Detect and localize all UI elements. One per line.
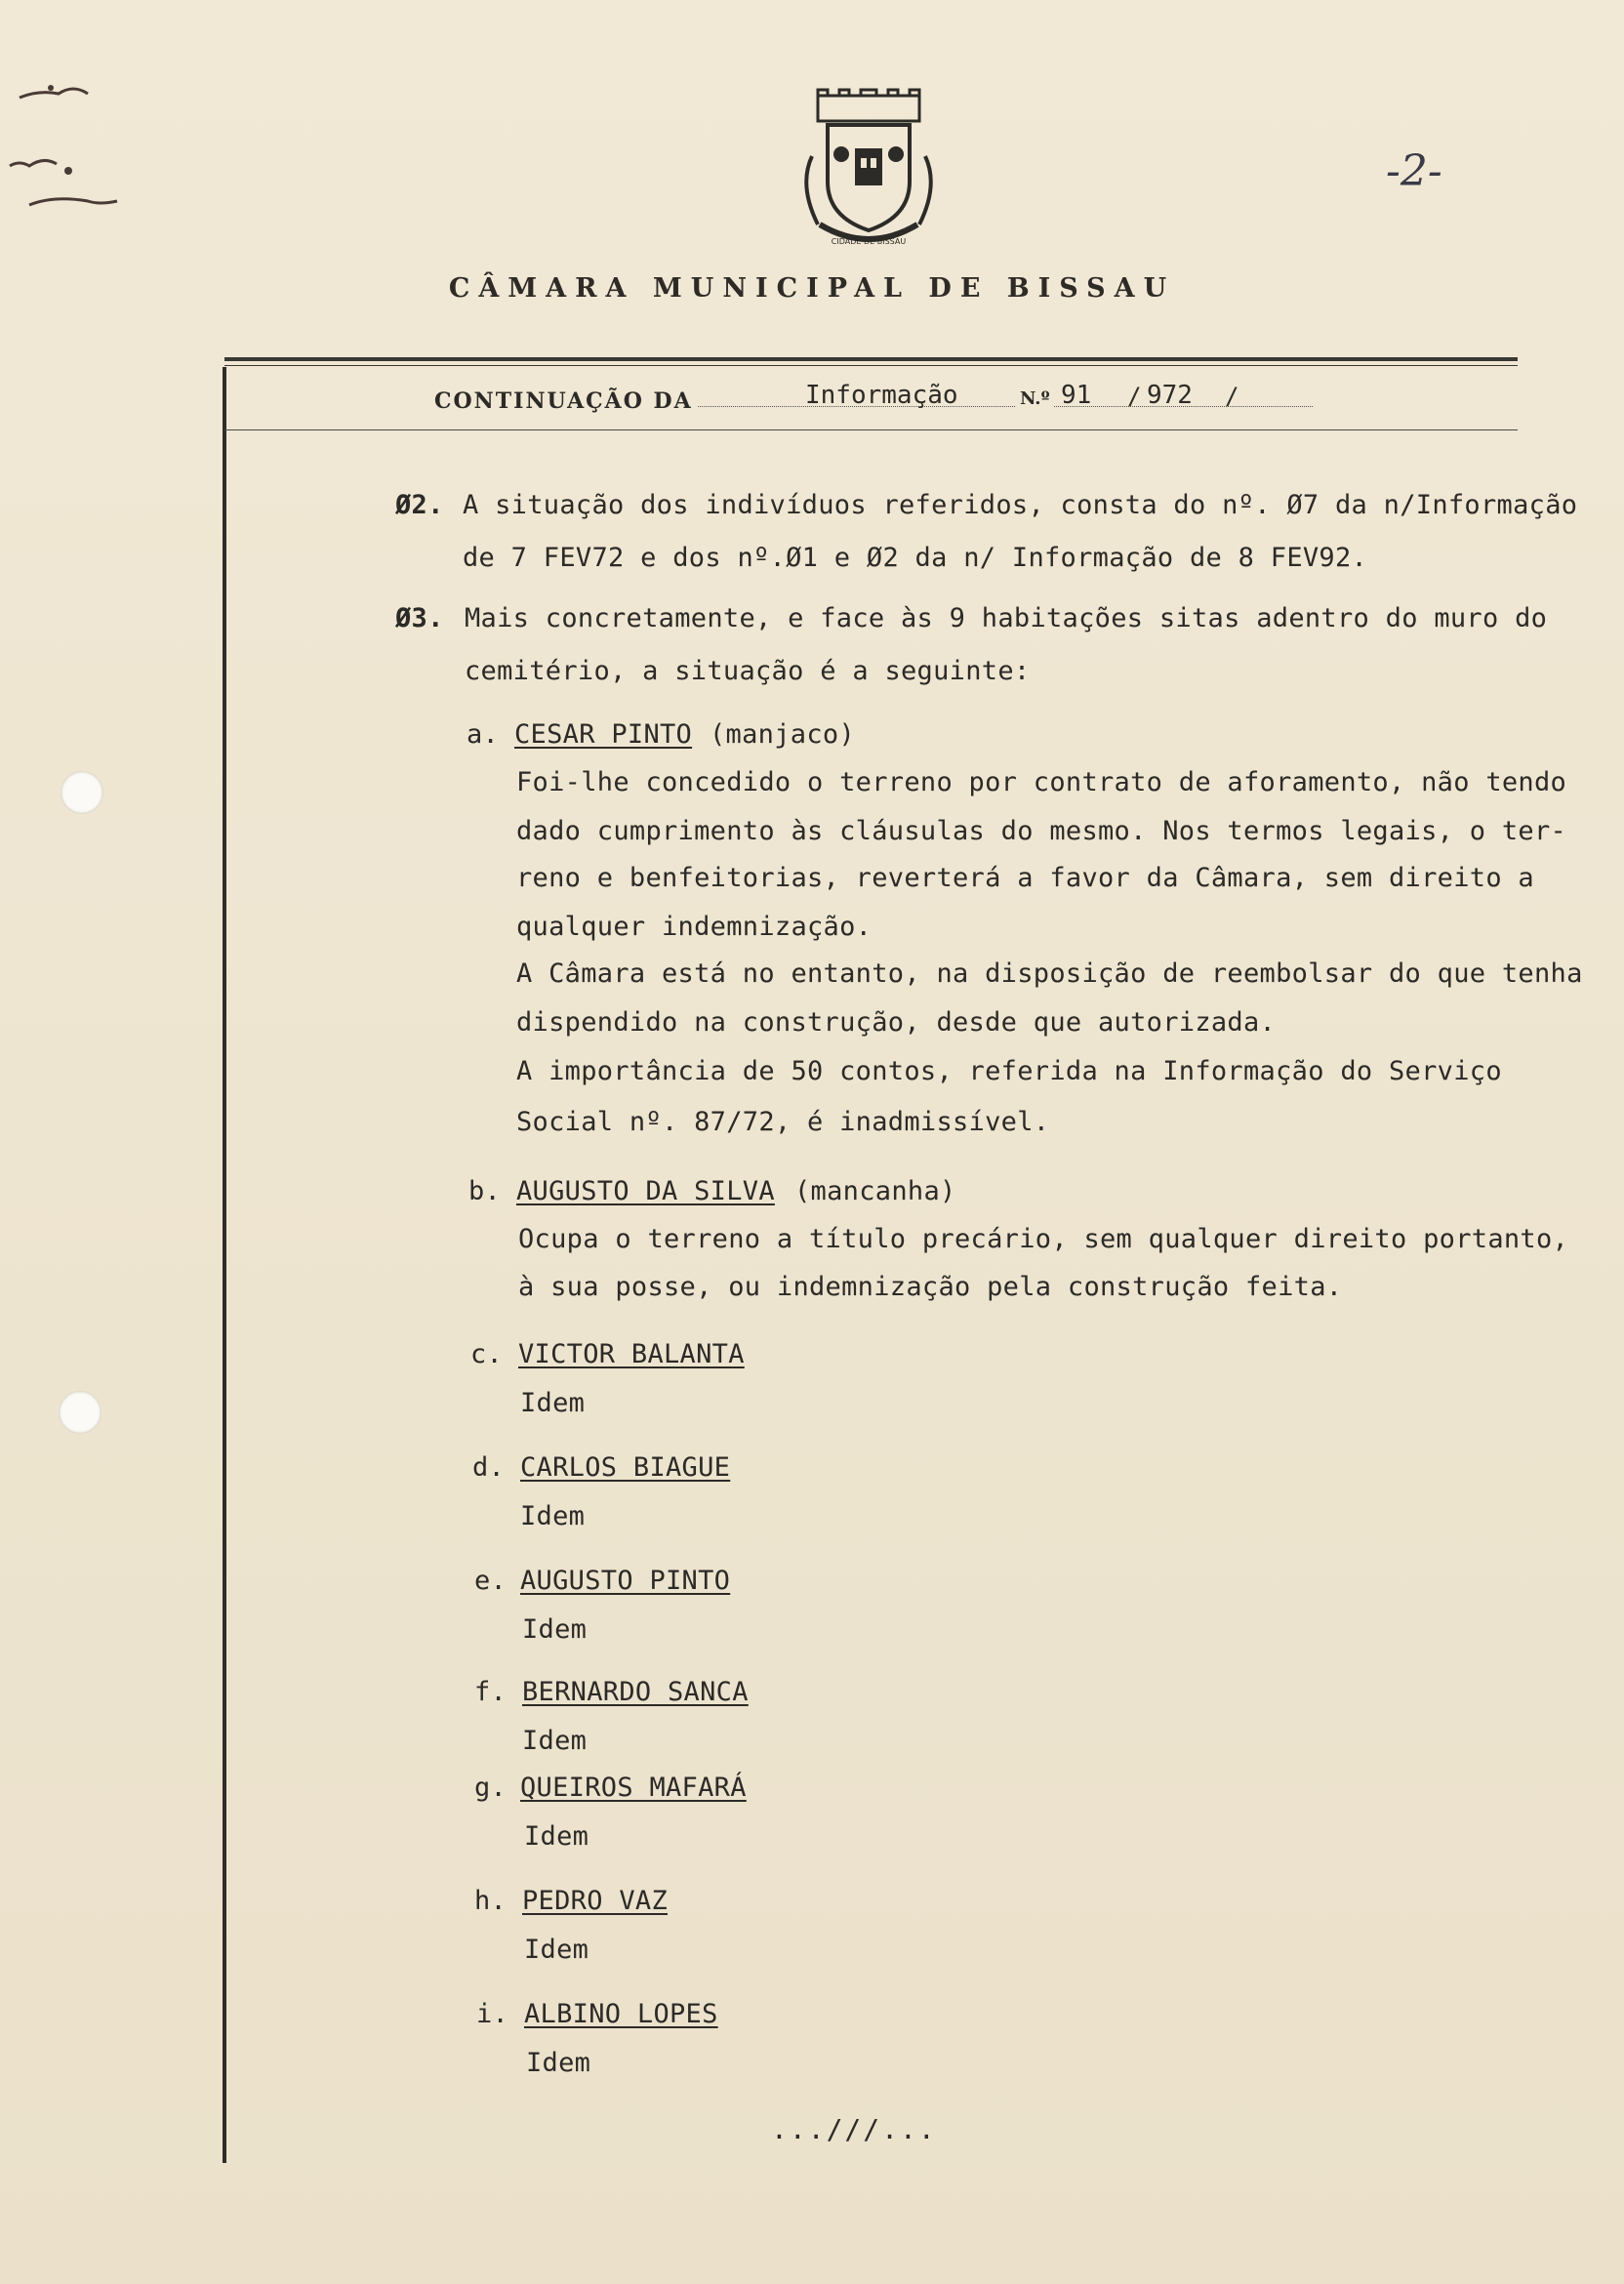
item-line: Idem xyxy=(520,1501,586,1531)
paragraph-line: de 7 FEV72 e dos nº.Ø1 e Ø2 da n/ Informação de 8 FEV92. xyxy=(463,543,1368,573)
person-name: AUGUSTO PINTO xyxy=(520,1566,731,1596)
item-line: A importância de 50 contos, referida na Informação do Serviço xyxy=(516,1056,1502,1086)
item-line: reno e benfeitorias, reverterá a favor da Câmara, sem direito a xyxy=(516,863,1534,893)
punch-hole-lower xyxy=(59,1391,102,1434)
separator-slash: / xyxy=(1225,383,1239,410)
item-line: Ocupa o terreno a título precário, sem qualquer direito portanto, xyxy=(518,1224,1569,1254)
paragraph-line: cemitério, a situação é a seguinte: xyxy=(465,656,1031,686)
person-name: QUEIROS MAFARÁ xyxy=(520,1773,747,1803)
letterhead-title: CÂMARA MUNICIPAL DE BISSAU xyxy=(448,273,1176,304)
item-line: Idem xyxy=(524,1821,589,1852)
punch-hole-upper xyxy=(61,771,103,814)
person-name: CARLOS BIAGUE xyxy=(520,1452,731,1483)
item-line: Idem xyxy=(522,1614,588,1645)
person-name: ALBINO LOPES xyxy=(524,1999,718,2029)
header-rule xyxy=(224,357,1518,361)
person-note: (manjaco) xyxy=(710,719,855,750)
continuation-number: 91 xyxy=(1061,381,1092,410)
item-line: dispendido na construção, desde que autorizada. xyxy=(516,1007,1277,1038)
paragraph-line: A situação dos indivíduos referidos, consta do nº. Ø7 da n/Informação xyxy=(463,490,1578,520)
person-name: PEDRO VAZ xyxy=(522,1886,668,1916)
item-line: Idem xyxy=(526,2048,591,2078)
item-letter: g. xyxy=(474,1773,508,1803)
person-name: VICTOR BALANTA xyxy=(518,1339,745,1369)
item-letter: f. xyxy=(474,1677,508,1707)
continuation-n-label: N.º xyxy=(1020,388,1050,409)
continuation-document: Informação xyxy=(805,381,958,410)
item-letter: c. xyxy=(470,1339,504,1369)
continuation-line xyxy=(434,381,1313,416)
item-letter: b. xyxy=(468,1176,502,1206)
item-line: Idem xyxy=(522,1726,588,1756)
item-letter: h. xyxy=(474,1886,508,1916)
item-line: Idem xyxy=(520,1388,586,1418)
crest-label: CIDADE DE BISSAU xyxy=(831,237,907,246)
person-name: AUGUSTO DA SILVA xyxy=(516,1176,775,1206)
item-line: dado cumprimento às cláusulas do mesmo. Nos termos legais, o ter- xyxy=(516,816,1567,846)
item-line: Foi-lhe concedido o terreno por contrato de aforamento, não tendo xyxy=(516,767,1567,797)
item-line: Idem xyxy=(524,1935,589,1965)
person-name: BERNARDO SANCA xyxy=(522,1677,749,1707)
paragraph-marker: Ø2. xyxy=(395,490,444,520)
paragraph-line: Mais concretamente, e face às 9 habitações sitas adentro do muro do xyxy=(465,603,1548,633)
item-letter: e. xyxy=(474,1566,508,1596)
item-line: A Câmara está no entanto, na disposição de reembolsar do que tenha xyxy=(516,958,1583,989)
left-margin-line xyxy=(223,367,226,2163)
item-letter: a. xyxy=(467,719,500,750)
item-line: Social nº. 87/72, é inadmissível. xyxy=(516,1107,1050,1137)
paragraph-marker: Ø3. xyxy=(395,603,444,633)
header-rule-thin xyxy=(224,365,1518,366)
item-line: qualquer indemnização. xyxy=(516,912,873,942)
item-letter: i. xyxy=(476,1999,509,2029)
continuation-label: CONTINUAÇÃO DA xyxy=(434,388,693,414)
continuation-year: 972 xyxy=(1147,381,1193,410)
item-letter: d. xyxy=(472,1452,506,1483)
municipal-crest-icon xyxy=(791,88,947,249)
continuation-rule xyxy=(224,429,1518,430)
separator-slash: / xyxy=(1127,383,1142,410)
person-note: (mancanha) xyxy=(794,1176,956,1206)
item-line: à sua posse, ou indemnização pela construção feita. xyxy=(518,1272,1343,1302)
person-name: CESAR PINTO xyxy=(514,719,693,750)
continues-marker: ...///... xyxy=(771,2113,937,2145)
page-number: -2- xyxy=(1386,146,1442,196)
ink-stain-marks xyxy=(0,59,137,234)
